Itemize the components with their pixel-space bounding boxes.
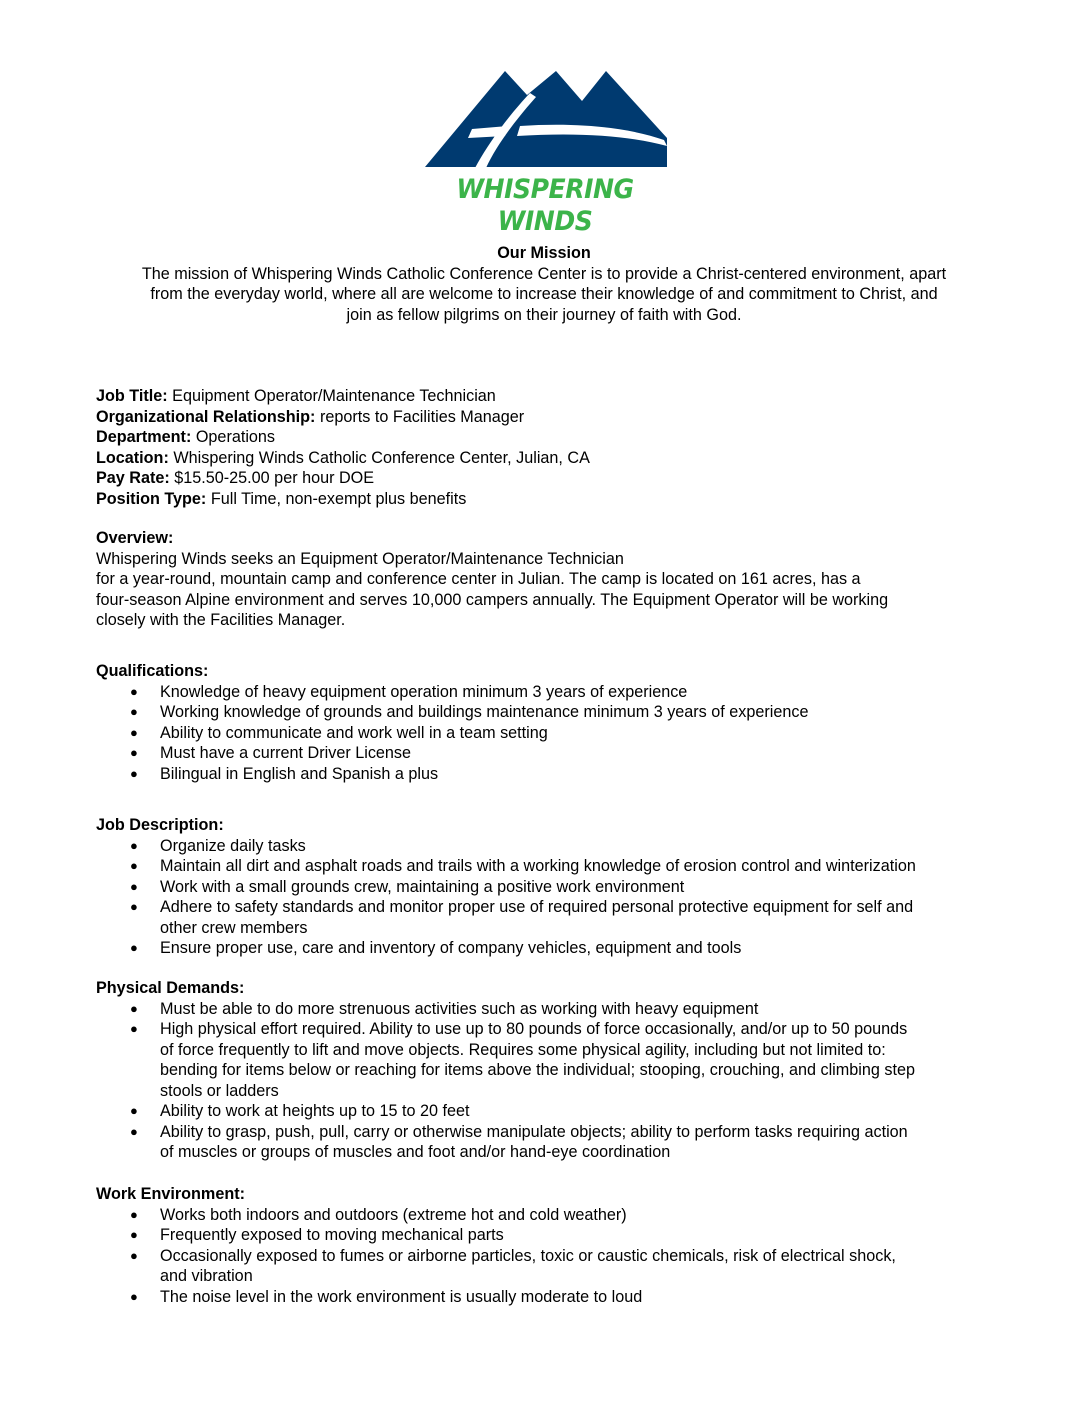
- bullet-icon: ●: [130, 940, 138, 955]
- list-item: ● Must be able to do more strenuous activities such as working with heavy equipment: [130, 999, 759, 1018]
- qualifications-heading: Qualifications:: [96, 662, 209, 680]
- bullet-icon: ●: [130, 1227, 138, 1242]
- bullet-icon: ●: [130, 724, 138, 740]
- bullet-icon: ●: [130, 683, 138, 699]
- list-item: ● High physical effort required. Ability to use up to 80 pounds of force occasionally, and/or up to 50 pounds of force frequently to lift and move objects. Requires some physical agility, including but not limited to: bending for items below or reaching for items above the individual; stooping, crouching, and climbing step stools or ladders: [130, 1020, 915, 1100]
- overview-line: closely with the Facilities Manager.: [96, 611, 346, 629]
- detail-pay-rate: Pay Rate: $15.50-25.00 per hour DOE: [96, 469, 375, 487]
- list-item: ● Maintain all dirt and asphalt roads and trails with a working knowledge of erosion control and winterization: [130, 857, 916, 875]
- job-description-heading: Job Description:: [96, 816, 224, 834]
- detail-location: Location: Whispering Winds Catholic Conference Center, Julian, CA: [96, 448, 590, 467]
- overview-line: four-season Alpine environment and serves 10,000 campers annually. The Equipment Operator will be working: [96, 590, 889, 609]
- list-item: ● Occasionally exposed to fumes or airborne particles, toxic or caustic chemicals, risk of electrical shock, and vibration: [130, 1246, 896, 1285]
- mission-section: [60, 243, 1028, 325]
- detail-job-title: Job Title: Equipment Operator/Maintenance Technician: [96, 387, 496, 405]
- mission-line: The mission of Whispering Winds Catholic Conference Center is to provide a Christ-centered environment, apart: [141, 264, 947, 283]
- qualifications-section: [96, 661, 1006, 784]
- work-environment-list: [96, 1205, 1006, 1308]
- bullet-icon: ●: [130, 878, 138, 894]
- list-item: ● Adhere to safety standards and monitor proper use of required personal protective equipment for self and other crew members: [130, 898, 914, 937]
- overview-line: Whispering Winds seeks an Equipment Operator/Maintenance Technician: [96, 549, 624, 568]
- mountain-cross-logo-icon: [395, 60, 695, 175]
- bullet-icon: ●: [130, 745, 138, 760]
- qualifications-list: [96, 682, 1006, 785]
- list-item: ● Works both indoors and outdoors (extreme hot and cold weather): [130, 1205, 627, 1224]
- list-item: ● Ability to communicate and work well in a team setting: [130, 723, 548, 742]
- bullet-icon: ●: [130, 858, 138, 873]
- mission-heading: Our Mission: [497, 244, 591, 262]
- list-item: ● Ensure proper use, care and inventory of company vehicles, equipment and tools: [130, 939, 742, 957]
- bullet-icon: ●: [130, 899, 138, 914]
- job-description-section: [96, 815, 1006, 959]
- logo-wordmark: WHISPERING WINDS: [456, 174, 634, 237]
- overview-section: [96, 528, 1006, 631]
- list-item: ● Ability to grasp, push, pull, carry or otherwise manipulate objects; ability to perform tasks requiring action of muscles or groups of muscles and foot and/or hand-eye coordination: [130, 1122, 908, 1161]
- physical-demands-section: [96, 978, 1006, 1163]
- overview-heading: Overview:: [96, 529, 174, 547]
- bullet-icon: ●: [130, 1247, 138, 1263]
- detail-position-type: Position Type: Full Time, non-exempt plus benefits: [96, 489, 467, 508]
- bullet-icon: ●: [130, 1123, 138, 1139]
- list-item: ● Bilingual in English and Spanish a plus: [130, 764, 439, 783]
- list-item: ● Work with a small grounds crew, maintaining a positive work environment: [130, 877, 685, 896]
- bullet-icon: ●: [130, 837, 138, 853]
- detail-org-relationship: Organizational Relationship: reports to Facilities Manager: [96, 407, 525, 426]
- mission-line: from the everyday world, where all are welcome to increase their knowledge of and commitment to Christ, and: [150, 285, 938, 303]
- work-environment-heading: Work Environment:: [96, 1185, 245, 1203]
- bullet-icon: ●: [130, 1000, 138, 1016]
- bullet-icon: ●: [130, 704, 138, 719]
- work-environment-section: [96, 1184, 1006, 1307]
- bullet-icon: ●: [130, 1206, 138, 1222]
- list-item: ● Frequently exposed to moving mechanical parts: [130, 1226, 504, 1244]
- bullet-icon: ●: [130, 1103, 138, 1118]
- list-item: ● The noise level in the work environment is usually moderate to loud: [130, 1287, 643, 1306]
- list-item: ● Ability to work at heights up to 15 to 20 feet: [130, 1102, 470, 1120]
- job-details: [96, 386, 1006, 509]
- job-description-list: [96, 836, 1006, 959]
- physical-demands-heading: Physical Demands:: [96, 979, 245, 997]
- whispering-winds-logo: [395, 60, 695, 237]
- list-item: ● Working knowledge of grounds and buildings maintenance minimum 3 years of experience: [130, 703, 809, 721]
- bullet-icon: ●: [130, 765, 138, 781]
- detail-department: Department: Operations: [96, 428, 276, 446]
- overview-line: for a year-round, mountain camp and conference center in Julian. The camp is located on 161 acres, has a: [96, 570, 861, 588]
- list-item: ● Must have a current Driver License: [130, 744, 412, 762]
- bullet-icon: ●: [130, 1021, 138, 1036]
- list-item: ● Knowledge of heavy equipment operation minimum 3 years of experience: [130, 682, 688, 701]
- mission-line: join as fellow pilgrims on their journey of faith with God.: [346, 305, 742, 324]
- list-item: ● Organize daily tasks: [130, 836, 306, 855]
- bullet-icon: ●: [130, 1288, 138, 1304]
- physical-demands-list: [96, 999, 1006, 1163]
